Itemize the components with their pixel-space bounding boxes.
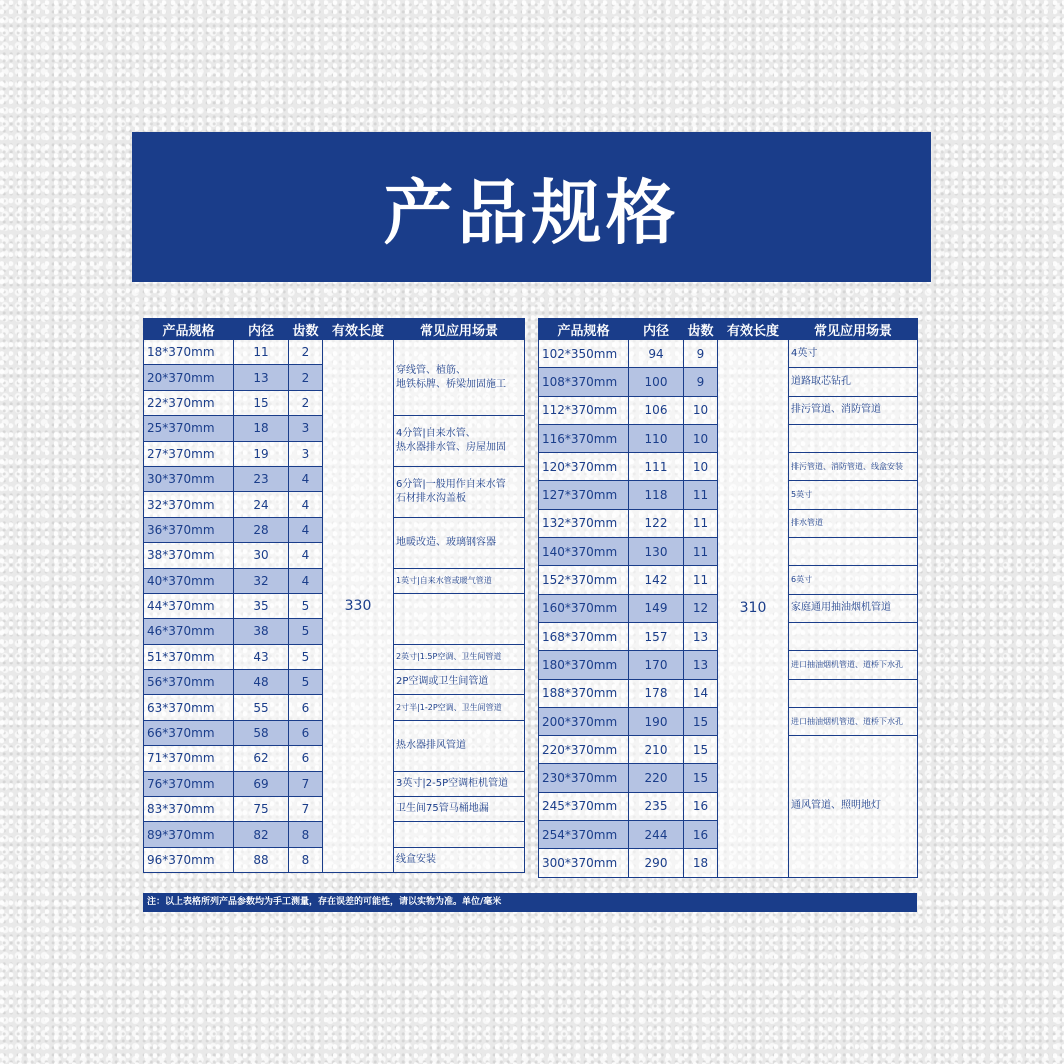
spec-cell: 83*370mm (144, 797, 234, 822)
teeth-cell: 16 (684, 821, 718, 849)
teeth-cell: 10 (684, 424, 718, 452)
header-inner-diameter: 内径 (629, 319, 684, 340)
teeth-cell: 15 (684, 764, 718, 792)
spec-cell: 188*370mm (539, 679, 629, 707)
teeth-cell: 7 (289, 797, 323, 822)
table-row (539, 340, 918, 368)
application-cell (394, 822, 525, 847)
inner-diameter-cell: 106 (629, 396, 684, 424)
spec-cell: 160*370mm (539, 594, 629, 622)
teeth-cell: 16 (684, 792, 718, 820)
effective-length-cell: 310 (718, 340, 789, 878)
application-cell: 地暖改造、玻璃钢容器 (394, 517, 525, 568)
spec-cell: 46*370mm (144, 619, 234, 644)
teeth-cell: 5 (289, 619, 323, 644)
inner-diameter-cell: 18 (234, 416, 289, 441)
header-teeth: 齿数 (289, 319, 323, 340)
teeth-cell: 2 (289, 390, 323, 415)
application-cell: 家庭通用抽油烟机管道 (789, 594, 918, 622)
spec-cell: 127*370mm (539, 481, 629, 509)
teeth-cell: 11 (684, 509, 718, 537)
inner-diameter-cell: 88 (234, 847, 289, 872)
teeth-cell: 12 (684, 594, 718, 622)
teeth-cell: 8 (289, 847, 323, 872)
teeth-cell: 13 (684, 622, 718, 650)
effective-length-cell: 330 (323, 340, 394, 873)
inner-diameter-cell: 170 (629, 651, 684, 679)
inner-diameter-cell: 32 (234, 568, 289, 593)
spec-cell: 44*370mm (144, 593, 234, 618)
spec-cell: 245*370mm (539, 792, 629, 820)
application-cell: 卫生间75管马桶地漏 (394, 797, 525, 822)
inner-diameter-cell: 43 (234, 644, 289, 669)
header-teeth: 齿数 (684, 319, 718, 340)
teeth-cell: 13 (684, 651, 718, 679)
inner-diameter-cell: 11 (234, 340, 289, 365)
table-header-row (539, 319, 918, 340)
spec-cell: 120*370mm (539, 453, 629, 481)
teeth-cell: 10 (684, 396, 718, 424)
application-cell: 4英寸 (789, 340, 918, 368)
inner-diameter-cell: 118 (629, 481, 684, 509)
spec-cell: 25*370mm (144, 416, 234, 441)
spec-cell: 200*370mm (539, 707, 629, 735)
application-cell (394, 593, 525, 644)
spec-cell: 152*370mm (539, 566, 629, 594)
inner-diameter-cell: 111 (629, 453, 684, 481)
spec-table-left (143, 318, 525, 873)
application-cell: 2英寸|1.5P空调、卫生间管道 (394, 644, 525, 669)
teeth-cell: 6 (289, 695, 323, 720)
application-cell: 排污管道、消防管道 (789, 396, 918, 424)
application-cell: 排水管道 (789, 509, 918, 537)
spec-cell: 63*370mm (144, 695, 234, 720)
application-cell: 排污管道、消防管道、线盒安装 (789, 453, 918, 481)
table-header-row (144, 319, 525, 340)
teeth-cell: 8 (289, 822, 323, 847)
teeth-cell: 5 (289, 593, 323, 618)
teeth-cell: 6 (289, 720, 323, 745)
application-cell: 通风管道、照明地灯 (789, 736, 918, 877)
spec-cell: 168*370mm (539, 622, 629, 650)
spec-table-right (538, 318, 918, 878)
inner-diameter-cell: 100 (629, 368, 684, 396)
teeth-cell: 5 (289, 670, 323, 695)
application-cell: 道路取芯钻孔 (789, 368, 918, 396)
application-cell: 热水器排风管道 (394, 720, 525, 771)
application-cell (789, 622, 918, 650)
spec-cell: 22*370mm (144, 390, 234, 415)
inner-diameter-cell: 235 (629, 792, 684, 820)
teeth-cell: 3 (289, 441, 323, 466)
inner-diameter-cell: 58 (234, 720, 289, 745)
application-cell: 线盒安装 (394, 847, 525, 872)
inner-diameter-cell: 30 (234, 543, 289, 568)
teeth-cell: 9 (684, 368, 718, 396)
inner-diameter-cell: 75 (234, 797, 289, 822)
spec-cell: 27*370mm (144, 441, 234, 466)
spec-cell: 66*370mm (144, 720, 234, 745)
inner-diameter-cell: 38 (234, 619, 289, 644)
inner-diameter-cell: 220 (629, 764, 684, 792)
spec-cell: 102*350mm (539, 340, 629, 368)
application-cell (789, 679, 918, 707)
spec-cell: 76*370mm (144, 771, 234, 796)
header-application: 常见应用场景 (394, 319, 525, 340)
teeth-cell: 9 (684, 340, 718, 368)
header-effective-length: 有效长度 (718, 319, 789, 340)
teeth-cell: 4 (289, 492, 323, 517)
header-spec: 产品规格 (539, 319, 629, 340)
teeth-cell: 4 (289, 543, 323, 568)
spec-cell: 220*370mm (539, 736, 629, 764)
inner-diameter-cell: 55 (234, 695, 289, 720)
spec-cell: 18*370mm (144, 340, 234, 365)
spec-cell: 108*370mm (539, 368, 629, 396)
teeth-cell: 10 (684, 453, 718, 481)
inner-diameter-cell: 149 (629, 594, 684, 622)
application-cell: 6分管|一般用作自来水管 石材排水沟盖板 (394, 466, 525, 517)
spec-cell: 230*370mm (539, 764, 629, 792)
spec-cell: 38*370mm (144, 543, 234, 568)
inner-diameter-cell: 190 (629, 707, 684, 735)
application-cell: 6英寸 (789, 566, 918, 594)
header-effective-length: 有效长度 (323, 319, 394, 340)
inner-diameter-cell: 15 (234, 390, 289, 415)
teeth-cell: 4 (289, 466, 323, 491)
header-inner-diameter: 内径 (234, 319, 289, 340)
spec-cell: 56*370mm (144, 670, 234, 695)
application-cell: 2P空调或卫生间管道 (394, 670, 525, 695)
teeth-cell: 2 (289, 340, 323, 365)
spec-cell: 30*370mm (144, 466, 234, 491)
inner-diameter-cell: 19 (234, 441, 289, 466)
inner-diameter-cell: 82 (234, 822, 289, 847)
inner-diameter-cell: 122 (629, 509, 684, 537)
page-title: 产品规格 (383, 171, 680, 254)
application-cell: 5英寸 (789, 481, 918, 509)
spec-cell: 51*370mm (144, 644, 234, 669)
application-cell: 穿线管、植筋、 地铁标牌、桥梁加固施工 (394, 340, 525, 416)
spec-cell: 180*370mm (539, 651, 629, 679)
inner-diameter-cell: 48 (234, 670, 289, 695)
teeth-cell: 11 (684, 538, 718, 566)
inner-diameter-cell: 157 (629, 622, 684, 650)
spec-cell: 89*370mm (144, 822, 234, 847)
spec-cell: 132*370mm (539, 509, 629, 537)
application-cell: 4分管|自来水管、 热水器排水管、房屋加固 (394, 416, 525, 467)
inner-diameter-cell: 23 (234, 466, 289, 491)
spec-cell: 300*370mm (539, 849, 629, 877)
spec-cell: 20*370mm (144, 365, 234, 390)
teeth-cell: 15 (684, 707, 718, 735)
spec-cell: 36*370mm (144, 517, 234, 542)
teeth-cell: 11 (684, 481, 718, 509)
inner-diameter-cell: 69 (234, 771, 289, 796)
teeth-cell: 2 (289, 365, 323, 390)
teeth-cell: 3 (289, 416, 323, 441)
application-cell: 3英寸|2-5P空调柜机管道 (394, 771, 525, 796)
spec-cell: 140*370mm (539, 538, 629, 566)
application-cell (789, 424, 918, 452)
inner-diameter-cell: 130 (629, 538, 684, 566)
inner-diameter-cell: 178 (629, 679, 684, 707)
spec-cell: 32*370mm (144, 492, 234, 517)
inner-diameter-cell: 290 (629, 849, 684, 877)
application-cell: 进口抽油烟机管道、道桥下水孔 (789, 651, 918, 679)
spec-cell: 96*370mm (144, 847, 234, 872)
teeth-cell: 18 (684, 849, 718, 877)
spec-cell: 40*370mm (144, 568, 234, 593)
application-cell: 2寸半|1-2P空调、卫生间管道 (394, 695, 525, 720)
teeth-cell: 11 (684, 566, 718, 594)
inner-diameter-cell: 28 (234, 517, 289, 542)
spec-cell: 71*370mm (144, 746, 234, 771)
spec-cell: 254*370mm (539, 821, 629, 849)
teeth-cell: 4 (289, 568, 323, 593)
teeth-cell: 15 (684, 736, 718, 764)
inner-diameter-cell: 13 (234, 365, 289, 390)
application-cell: 进口抽油烟机管道、道桥下水孔 (789, 707, 918, 735)
inner-diameter-cell: 110 (629, 424, 684, 452)
inner-diameter-cell: 244 (629, 821, 684, 849)
table-row (144, 340, 525, 365)
teeth-cell: 7 (289, 771, 323, 796)
spec-cell: 112*370mm (539, 396, 629, 424)
teeth-cell: 4 (289, 517, 323, 542)
teeth-cell: 14 (684, 679, 718, 707)
inner-diameter-cell: 210 (629, 736, 684, 764)
inner-diameter-cell: 35 (234, 593, 289, 618)
header-application: 常见应用场景 (789, 319, 918, 340)
teeth-cell: 6 (289, 746, 323, 771)
title-banner (132, 132, 931, 282)
footnote: 注：以上表格所列产品参数均为手工测量，存在误差的可能性，请以实物为准。单位/毫米 (143, 893, 917, 912)
spec-cell: 116*370mm (539, 424, 629, 452)
inner-diameter-cell: 62 (234, 746, 289, 771)
application-cell: 1英寸|自来水管或暖气管道 (394, 568, 525, 593)
inner-diameter-cell: 94 (629, 340, 684, 368)
teeth-cell: 5 (289, 644, 323, 669)
inner-diameter-cell: 24 (234, 492, 289, 517)
application-cell (789, 538, 918, 566)
header-spec: 产品规格 (144, 319, 234, 340)
inner-diameter-cell: 142 (629, 566, 684, 594)
